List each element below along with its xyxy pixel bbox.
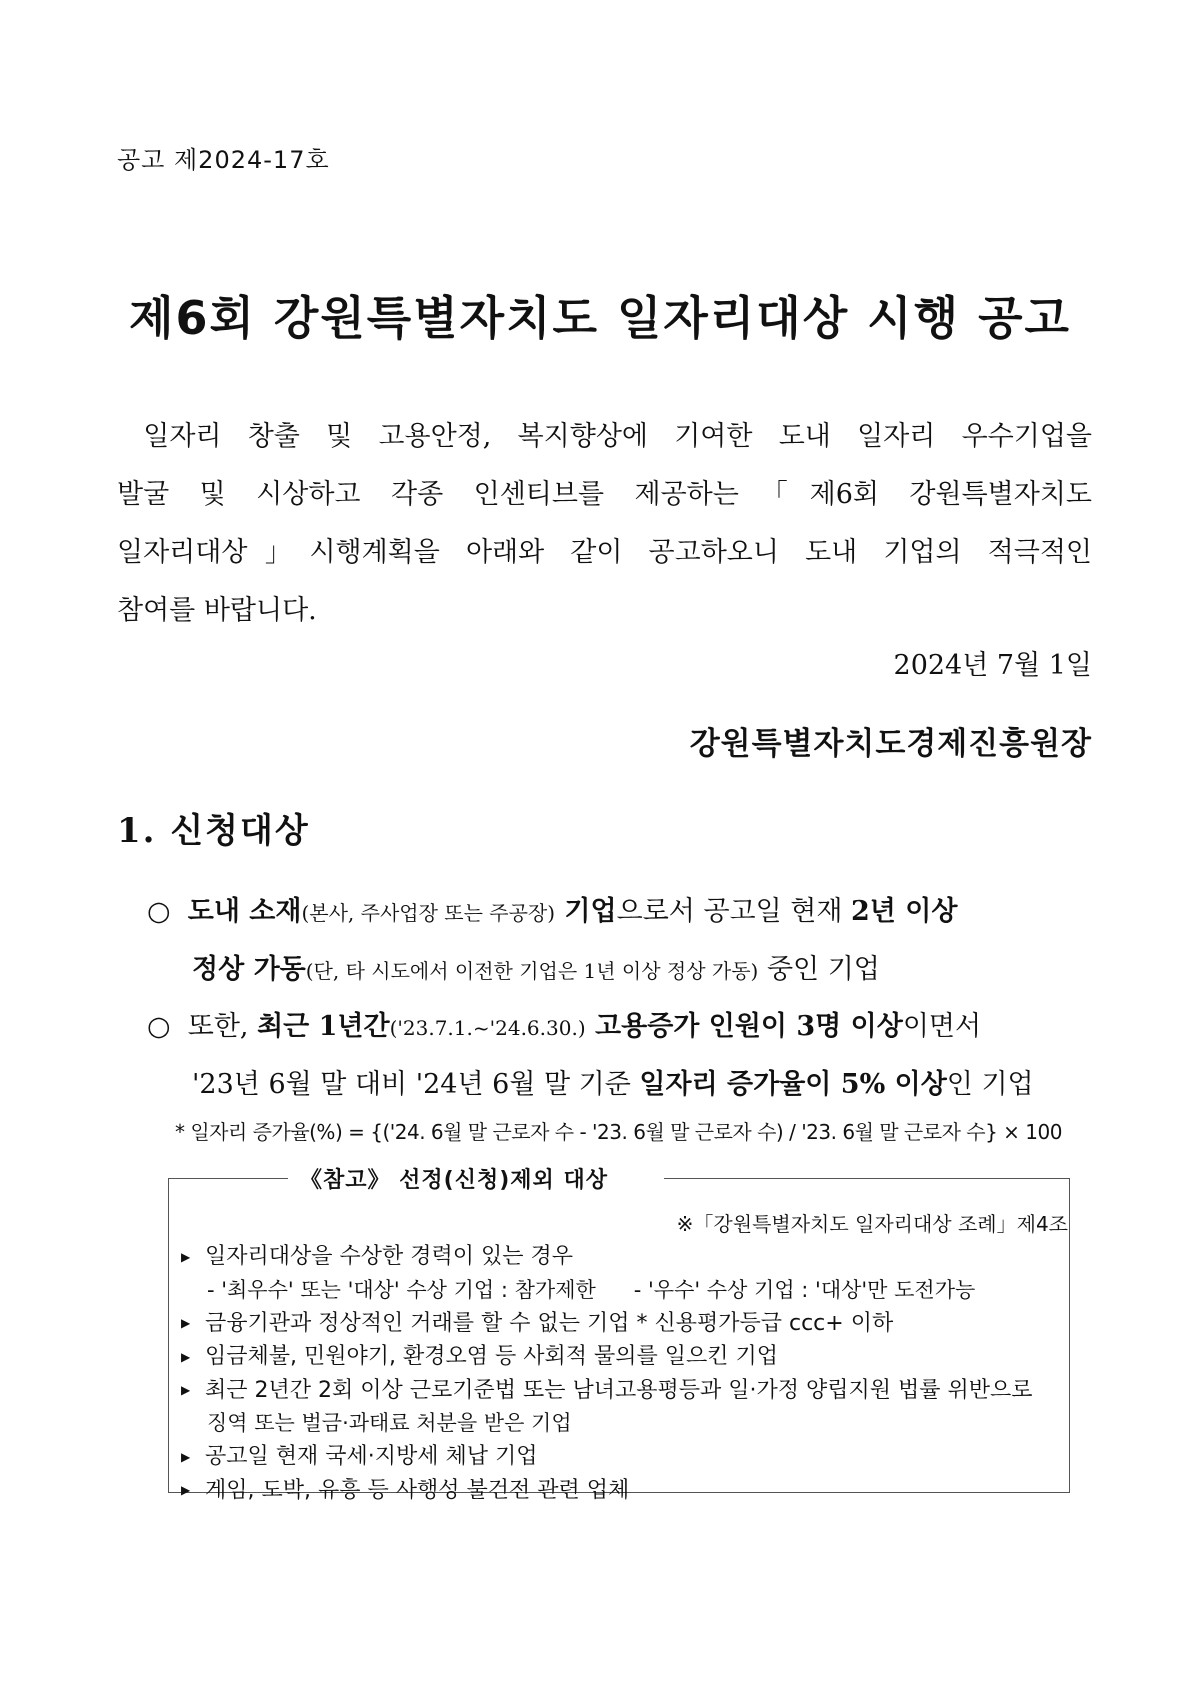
- list-item: ▶ 일자리대상을 수상한 경력이 있는 경우: [181, 1240, 1061, 1274]
- list-item: ▶ 금융기관과 정상적인 거래를 할 수 없는 기업 * 신용평가등급 ccc+ 이하: [181, 1307, 1061, 1341]
- item2-end: 인 기업: [946, 1069, 1034, 1100]
- item2-period: 최근 1년간: [257, 1011, 390, 1042]
- arrow-bullet-icon: ▶: [181, 1383, 191, 1397]
- notice-number: 공고 제2024-17호: [117, 146, 330, 174]
- reference-box-top-border-left: [168, 1178, 288, 1179]
- arrow-bullet-icon: ▶: [181, 1483, 191, 1497]
- item2-hire-increase: 고용증가 인원이 3명 이상: [585, 1011, 903, 1042]
- reference-source: ※「강원특별자치도 일자리대상 조례」제4조: [676, 1212, 1068, 1236]
- item2-tail: 이면서: [902, 1011, 982, 1042]
- item2-period-dates: ('23.7.1.~'24.6.30.): [389, 1016, 586, 1040]
- list-item: ▶ 공고일 현재 국세·지방세 체납 기업: [181, 1440, 1061, 1474]
- criteria-item-2: [147, 1004, 981, 1043]
- intro-line-2: 발굴 및 시상하고 각종 인센티브를 제공하는「제6회 강원특별자치도: [117, 479, 1092, 510]
- issuer-name: 강원특별자치도경제진흥원장: [689, 726, 1092, 762]
- item1-company: 기업: [555, 896, 617, 927]
- list-item: ▶ 임금체불, 민원야기, 환경오염 등 사회적 물의를 일으킨 기업: [181, 1340, 1061, 1374]
- intro-line-4: 참여를 바랍니다.: [117, 595, 317, 626]
- item1-operating-note: (단, 타 시도에서 이전한 기업은 1년 이상 정상 가동): [305, 959, 759, 983]
- criteria-item-2-cont: [192, 1062, 1034, 1101]
- bullet-circle-icon: ○: [147, 1011, 171, 1042]
- bullet-circle-icon: ○: [147, 896, 171, 927]
- item1-operating: 정상 가동: [192, 954, 306, 985]
- list-item-cont: 징역 또는 벌금·과태료 처분을 받은 기업: [207, 1411, 572, 1435]
- intro-line-1: 일자리 창출 및 고용안정, 복지향상에 기여한 도내 일자리 우수기업을: [143, 421, 1092, 452]
- reference-box-top-border-right: [664, 1178, 1069, 1179]
- arrow-bullet-icon: ▶: [181, 1249, 191, 1264]
- page-title: 제6회 강원특별자치도 일자리대상 시행 공고: [129, 291, 1071, 345]
- list-item-sub: - '최우수' 또는 '대상' 수상 기업 : 참가제한 - '우수' 수상 기업 : '대상'만 도전가능: [207, 1277, 976, 1302]
- item2-growth-rate: 일자리 증가율이 5% 이상: [639, 1069, 947, 1100]
- notice-date: 2024년 7월 1일: [893, 650, 1092, 681]
- growth-rate-formula: * 일자리 증가율(%) = {('24. 6월 말 근로자 수 - '23. 6월 말 근로자 수) / '23. 6월 말 근로자 수} × 100: [175, 1120, 1062, 1144]
- criteria-item-1-cont: [192, 947, 880, 986]
- item1-tail: 중인 기업: [758, 954, 880, 985]
- criteria-item-1: [147, 889, 957, 928]
- intro-paragraph: [117, 408, 1092, 640]
- arrow-bullet-icon: ▶: [181, 1316, 191, 1330]
- exclusion-list: [181, 1240, 1061, 1507]
- intro-line-3: 일자리대상」시행계획을 아래와 같이 공고하오니 도내 기업의 적극적인: [117, 537, 1092, 568]
- reference-title: 《참고》 선정(신청)제외 대상: [300, 1168, 608, 1193]
- arrow-bullet-icon: ▶: [181, 1449, 191, 1464]
- item1-years: 2년 이상: [851, 896, 958, 927]
- item1-text: 으로서 공고일 현재: [616, 896, 852, 927]
- section-heading: 1. 신청대상: [117, 811, 310, 851]
- item1-location-note: (본사, 주사업장 또는 주공장): [301, 901, 556, 925]
- item1-location: 도내 소재: [187, 896, 302, 927]
- list-item: ▶ 최근 2년간 2회 이상 근로기준법 또는 남녀고용평등과 일·가정 양립지원 법률 위반으로: [181, 1374, 1061, 1408]
- item2-basis: '23년 6월 말 대비 '24년 6월 말 기준: [192, 1069, 640, 1100]
- item2-lead: 또한,: [187, 1011, 258, 1042]
- list-item: ▶ 게임, 도박, 유흥 등 사행성 불건전 관련 업체: [181, 1474, 1061, 1508]
- arrow-bullet-icon: ▶: [181, 1349, 191, 1364]
